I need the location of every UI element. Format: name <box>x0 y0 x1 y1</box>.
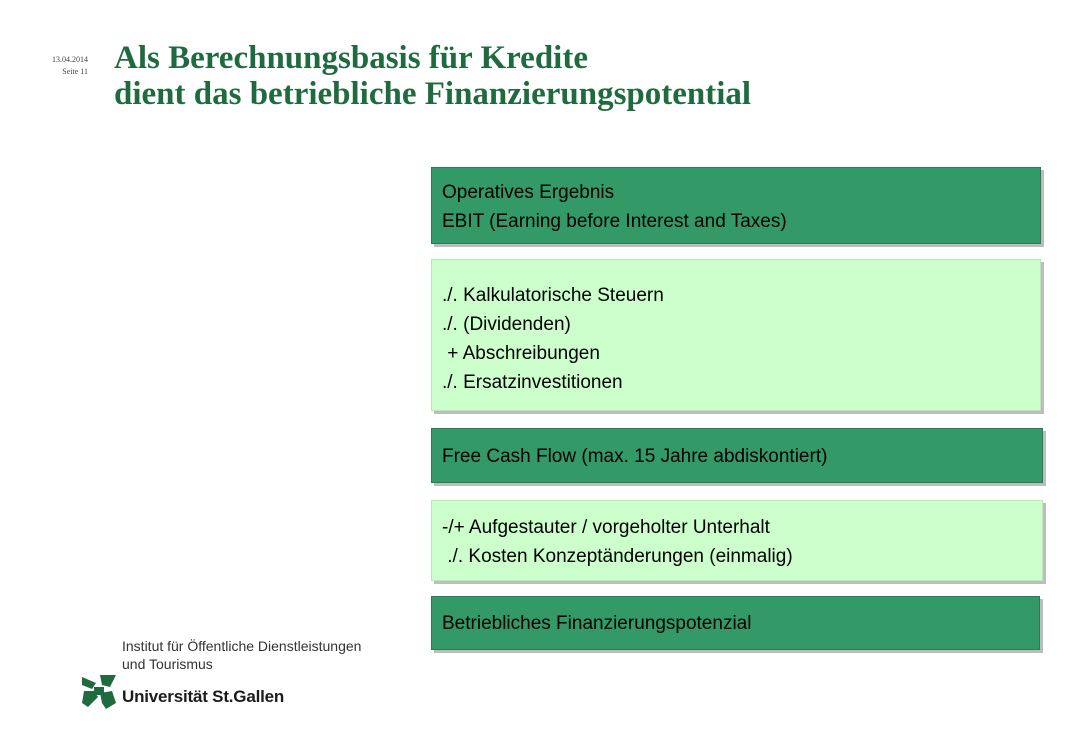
box-line: Free Cash Flow (max. 15 Jahre abdiskontiert) <box>442 446 828 467</box>
box-free-cash-flow <box>431 428 1043 483</box>
institute-name <box>122 637 412 673</box>
box-line: ./. Kosten Konzeptänderungen (einmalig) <box>442 546 793 567</box>
slide-title-line-1: Als Berechnungsbasis für Kredite <box>114 40 588 76</box>
box-line: Betriebliches Finanzierungspotenzial <box>442 613 752 634</box>
slide-title <box>114 40 751 112</box>
box-line: -/+ Aufgestauter / vorgeholter Unterhalt <box>442 517 770 538</box>
slide-date: 13.04.2014 <box>52 55 88 64</box>
box-operatives-ergebnis <box>431 167 1041 244</box>
box-line: + Abschreibungen <box>442 343 600 364</box>
box-unterhalt <box>431 500 1043 581</box>
institute-name-line-2: und Tourismus <box>122 656 213 672</box>
box-line: ./. Ersatzinvestitionen <box>442 372 623 393</box>
box-adjustments <box>431 259 1041 411</box>
institute-name-line-1: Institut für Öffentliche Dienstleistungen <box>122 638 362 654</box>
hsg-logo-icon <box>80 673 118 711</box>
university-name: Universität St.Gallen <box>122 687 285 706</box>
box-line: ./. (Dividenden) <box>442 314 571 335</box>
slide-meta <box>20 54 88 78</box>
slide-title-line-2: dient das betriebliche Finanzierungspotential <box>114 76 752 112</box>
box-line: ./. Kalkulatorische Steuern <box>442 285 664 306</box>
box-line: Operatives Ergebnis <box>442 182 615 203</box>
box-finanzierungspotenzial <box>431 596 1040 650</box>
slide-page-number: Seite 11 <box>62 67 88 76</box>
box-line: EBIT (Earning before Interest and Taxes) <box>442 211 787 232</box>
